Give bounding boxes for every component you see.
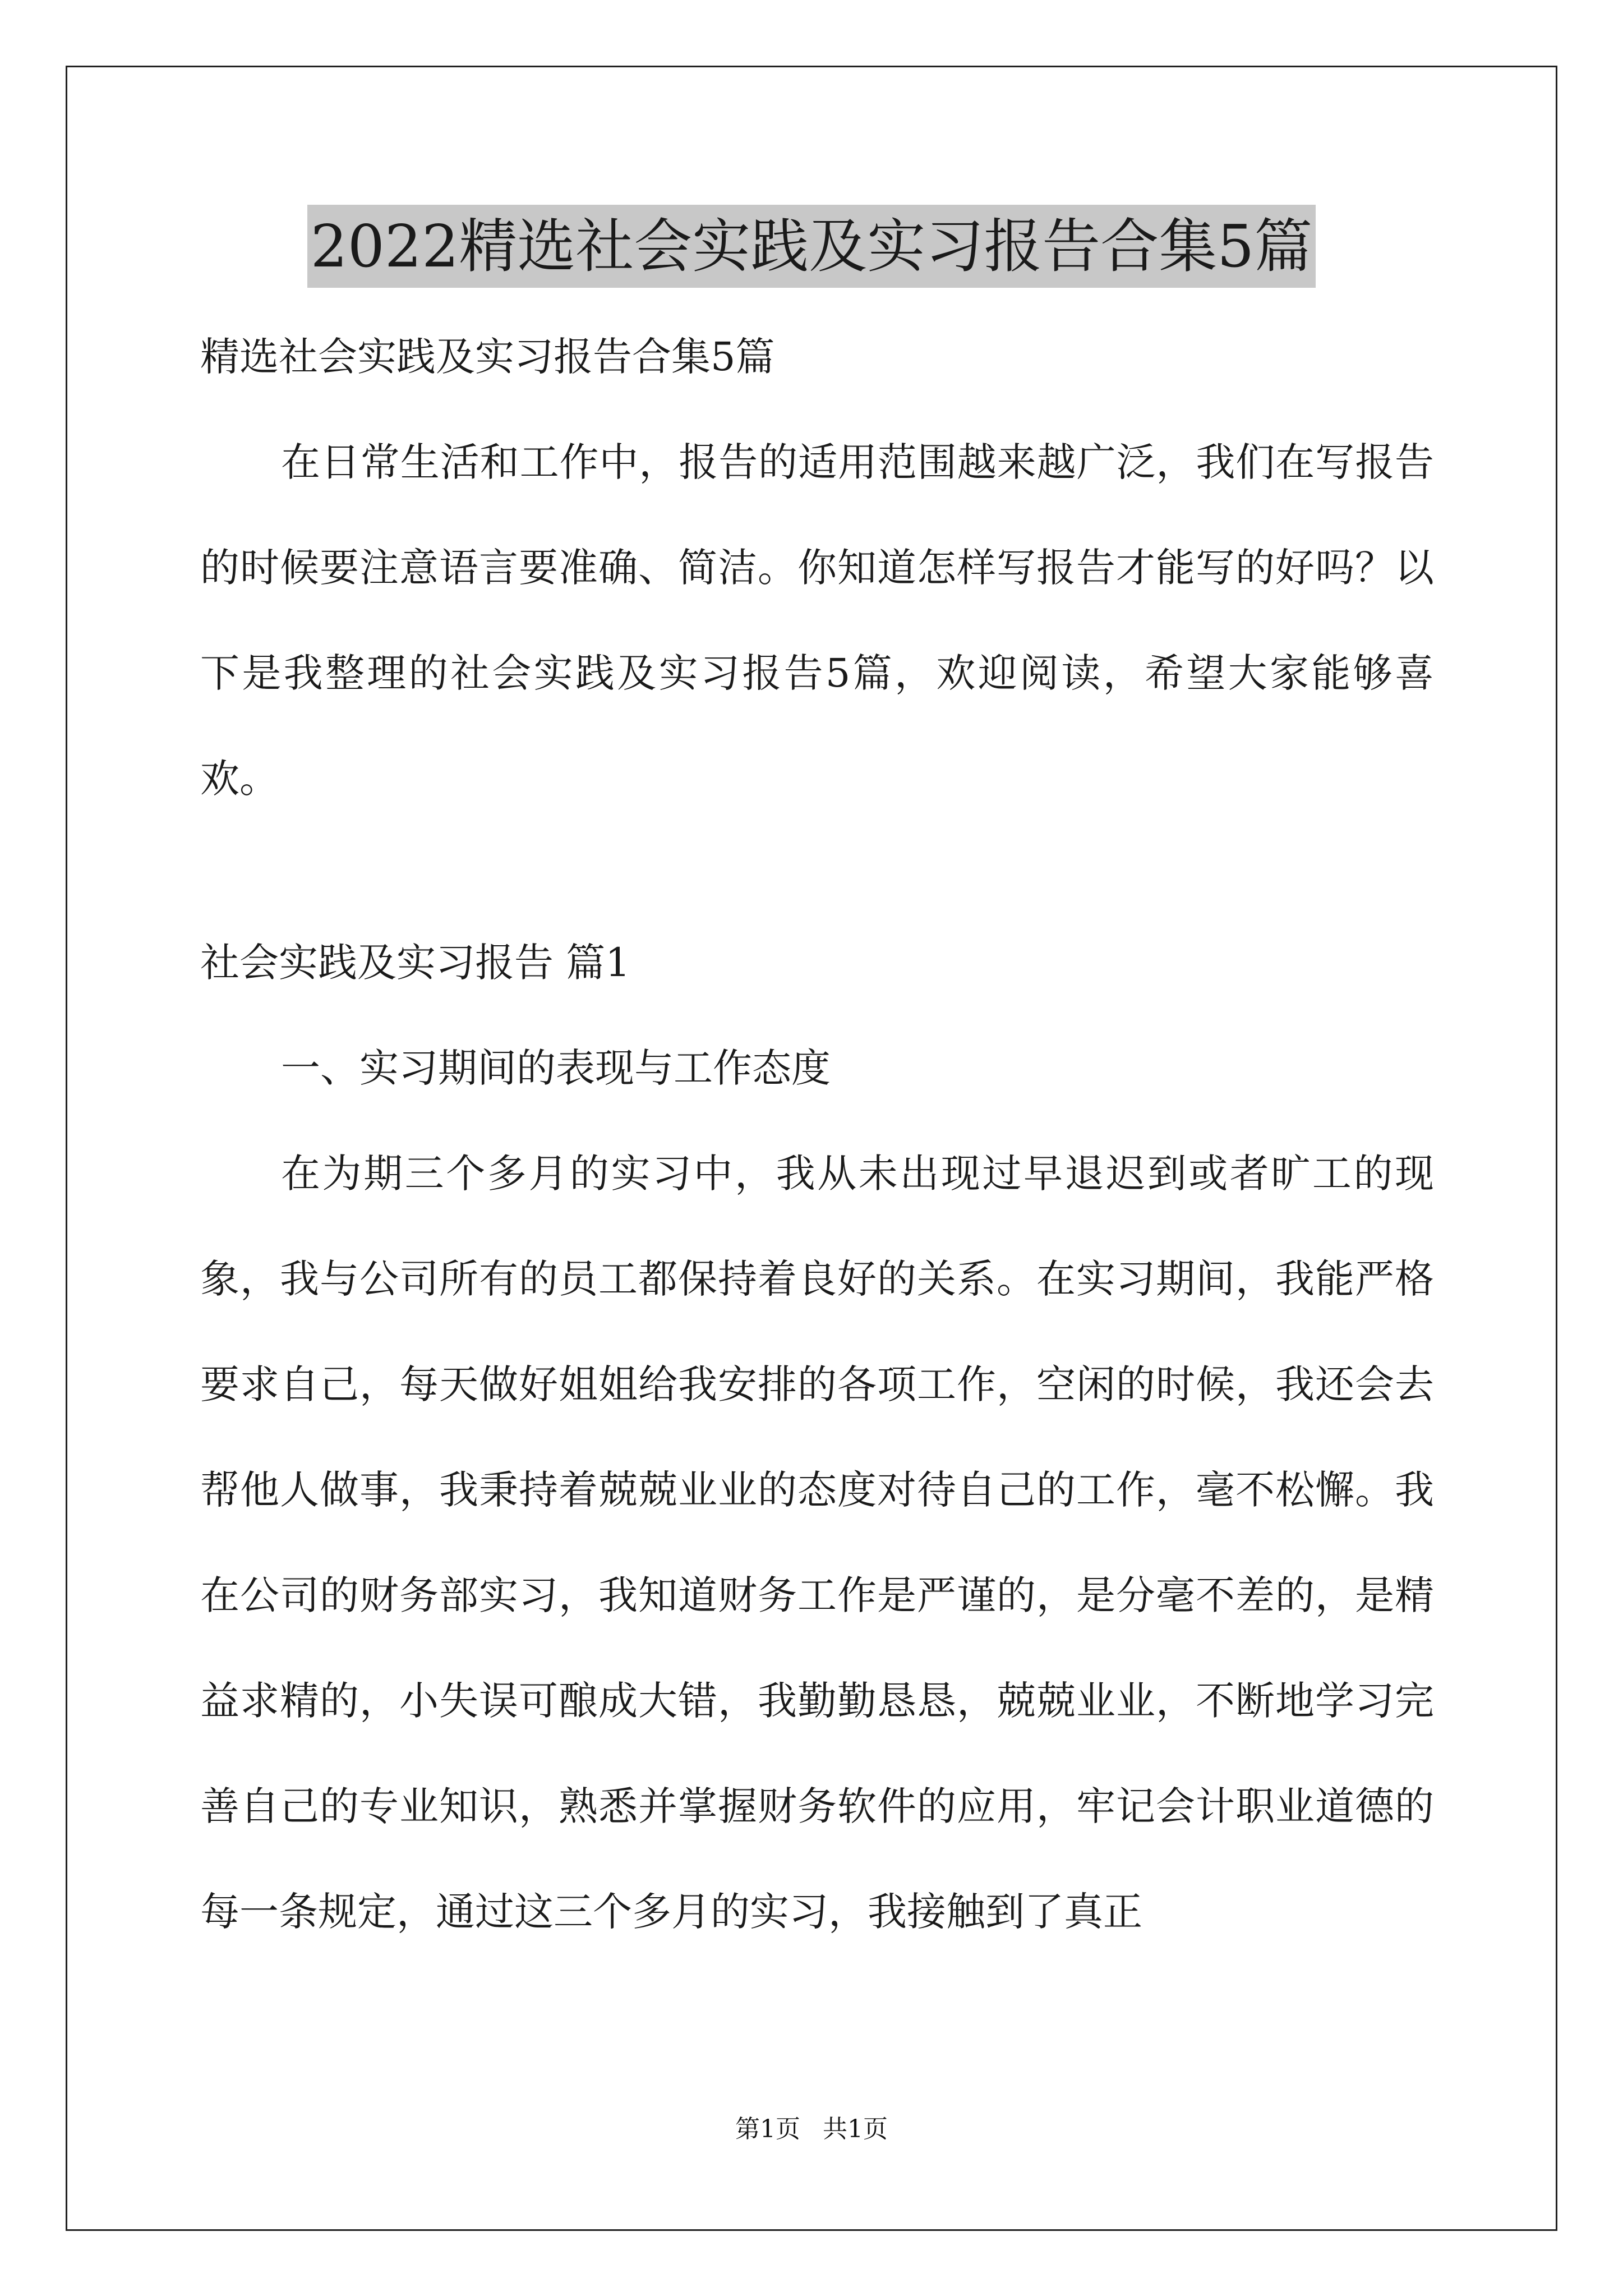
document-body xyxy=(200,304,1434,1964)
section-subheading: 一、实习期间的表现与工作态度 xyxy=(281,1045,831,1091)
intro-paragraph: 在日常生活和工作中，报告的适用范围越来越广泛，我们在写报告的时候要注意语言要准确、简洁。你知道怎样写报告才能写的好吗？以下是我整理的社会实践及实习报告5篇，欢迎阅读，希望大家能够喜欢。 xyxy=(200,439,1434,802)
document-subtitle: 精选社会实践及实习报告合集5篇 xyxy=(200,334,775,380)
page-footer xyxy=(0,2113,1623,2146)
section-paragraph: 在为期三个多月的实习中，我从未出现过早退迟到或者旷工的现象，我与公司所有的员工都保持着良好的关系。在实习期间，我能严格要求自己，每天做好姐姐给我安排的各项工作，空闲的时候，我还会去帮他人做事，我秉持着兢兢业业的态度对待自己的工作，毫不松懈。我在公司的财务部实习，我知道财务工作是严谨的，是分毫不差的，是精益求精的，小失误可酿成大错，我勤勤恳恳，兢兢业业，不断地学习完善自己的专业知识，熟悉并掌握财务软件的应用，牢记会计职业道德的每一条规定，通过这三个多月的实习，我接触到了真正 xyxy=(200,1151,1434,1935)
document-title: 2022精选社会实践及实习报告合集5篇 xyxy=(307,205,1316,288)
section-spacer xyxy=(200,831,1434,910)
section-heading: 社会实践及实习报告 篇1 xyxy=(200,940,630,986)
page-number-total: 共1页 xyxy=(823,2115,888,2143)
page-number-current: 第1页 xyxy=(735,2115,800,2143)
title-area xyxy=(0,205,1623,288)
